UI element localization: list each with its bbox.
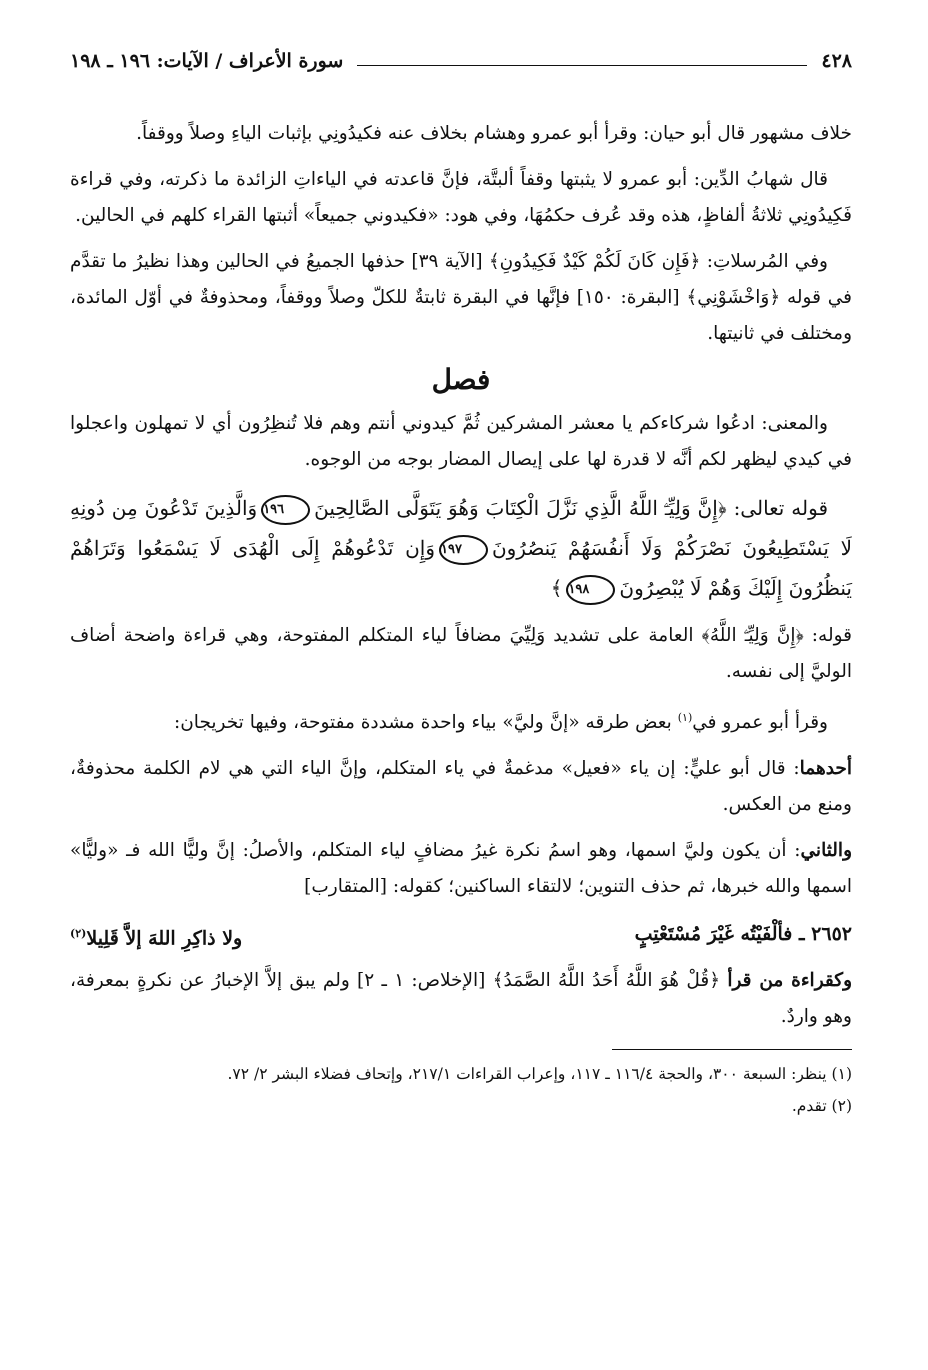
footnote-ref: (٢)	[70, 927, 87, 941]
footnotes	[70, 1060, 852, 1120]
verse-number-marker: ١٩٧	[439, 535, 488, 565]
paragraph	[70, 700, 852, 741]
quran-text: وَالَّذِينَ تَدْعُونَ مِن دُونِهِ لَا يَسْتَطِيعُونَ نَصْرَكُمْ وَلَا أَنفُسَهُمْ يَنصُرُونَ	[70, 496, 852, 560]
footnote: (١) ينظر: السبعة ٣٠٠، والحجة ١١٦/٤ ـ ١١٧، وإعراب القراءات ٢١٧/١، وإتحاف فضلاء البشر ٢/ ٧٢.	[227, 1065, 852, 1084]
footnote: (٢) تقدم.	[791, 1097, 852, 1116]
text-run: ولا ذاكِرِ اللهَ إلاَّ قَلِيلا	[86, 927, 243, 950]
footnote-separator	[612, 1049, 852, 1050]
quran-intro: قوله تعالى:	[726, 496, 829, 520]
lead-term: والثاني	[800, 840, 852, 862]
poem-hemistich-left	[70, 915, 242, 957]
text-run: : أن يكون وليَّ اسمها، وهو اسمُ نكرة غيرُ مضافٍ لياء المتكلم، والأصلُ: إنَّ وليًّا الله فـ «وليًّا» اسمها والله خبرها، ثم حذف التنوين؛ لالتقاء الساكنين؛ كقوله: [المتقارب]	[70, 840, 852, 898]
footnote-ref: (١)	[677, 711, 693, 724]
paragraph: خلاف مشهور قال أبو حيان: وقرأ أبو عمرو وهشام بخلاف عنه فكيدُونِي بإثبات الياءِ وصلاً ووقفاً.	[136, 123, 852, 144]
quran-text: وَإِن تَدْعُوهُمْ إِلَى الْهُدَى لَا يَسْمَعُوا وَتَرَاهُمْ يَنظُرُونَ إِلَيْكَ وَهُمْ لَا يُبْصِرُونَ	[70, 536, 852, 600]
text-run: : قال أبو عليٍّ: إن ياء «فعيل» مدغمةٌ في ياء المتكلم، وإنَّ الياء التي هي لام الكلمة محذوفةٌ، ومنع من العكس.	[70, 758, 852, 816]
header-rule	[357, 65, 807, 66]
paragraph	[70, 833, 852, 905]
paragraph: والمعنى: ادعُوا شركاءكم يا معشر المشركين ثُمَّ كيدوني أنتم وهم فلا تُنظِرُون أي لا تمهلون واعجلوا في كيدي ليظهر لكم أنَّه لا قدرة لها على إيصال المضار بوجه من الوجوه.	[70, 413, 852, 470]
text-run: بعض طرقه «إنَّ وليَّ» بياء واحدة مشددة مفتوحة، وفيها تخريجان:	[173, 712, 678, 734]
lead-term: أحدهما	[799, 758, 852, 780]
quran-passage	[70, 488, 852, 608]
book-page	[70, 40, 852, 1124]
running-title: سورة الأعراف / الآيات: ١٩٦ ـ ١٩٨	[70, 50, 344, 72]
quran-close-bracket: ﴾	[550, 576, 563, 600]
poem-verse	[70, 915, 852, 957]
lead-term: وكقراءة من قرأ	[727, 970, 853, 992]
verse-number-marker: ١٩٦	[261, 495, 310, 525]
paragraph	[70, 751, 852, 823]
verse-number-marker: ١٩٨	[566, 575, 615, 605]
section-title: فصل	[431, 363, 491, 396]
quran-text: ﴿إِنَّ وَلِيِّـَۧ اللَّهُ الَّذِي نَزَّلَ الْكِتَابَ وَهُوَ يَتَوَلَّى الصَّالِحِينَ	[314, 496, 727, 520]
text-run: وقرأ أبو عمرو في	[692, 712, 828, 734]
text-run: ﴿قُلْ هُوَ اللَّهُ أَحَدُ اللَّهُ الصَّمَدُ﴾ [الإخلاص: ١ ـ ٢] ولم يبق إلاَّ الإخبارُ عن نكرةٍ بمعرفة، وهو واردٌ.	[70, 970, 852, 1028]
poem-hemistich-right: ٢٦٥٢ ـ فألْفَيْتُه غَيْرَ مُسْتَعْتِبٍ	[634, 923, 852, 946]
paragraph	[70, 963, 852, 1035]
paragraph: قال شهابُ الدِّين: أبو عمرو لا يثبتها وقفاً ألبتَّة، فإنَّ قاعدته في الياءاتِ الزائدة ما ذكرته، وفي قراءة فَكِيدُونِي ثلاثةُ ألفاظٍ، هذه وقد عُرف حكمُهَا، وفي هود: «فكيدوني جميعاً» أثبتها القراء كلهم في الحالين.	[70, 169, 852, 226]
main-text	[70, 116, 852, 1035]
page-number: ٤٢٨	[821, 50, 852, 72]
paragraph: قوله: ﴿إِنَّ وَلِيِّـَۧ اللَّهُ﴾ العامة على تشديد وَلِيِّيَ مضافاً لياء المتكلم المفتوحة، وهي قراءة واضحة أضاف الوليَّ إلى نفسه.	[70, 625, 852, 682]
page-header	[70, 40, 852, 72]
paragraph: وفي المُرسلاتِ: ﴿فَإِن كَانَ لَكُمْ كَيْدٌ فَكِيدُونِ﴾ [الآية ٣٩] حذفها الجميعُ في الحالين وهذا نظيرُ ما تقدَّم في قوله ﴿وَاخْشَوْنِي﴾ [البقرة: ١٥٠] فإنَّها في البقرة ثابتةٌ للكلّ وصلاً ووقفاً، ومحذوفةٌ في أوّل المائدة، ومختلف في ثانيتها.	[70, 251, 852, 344]
